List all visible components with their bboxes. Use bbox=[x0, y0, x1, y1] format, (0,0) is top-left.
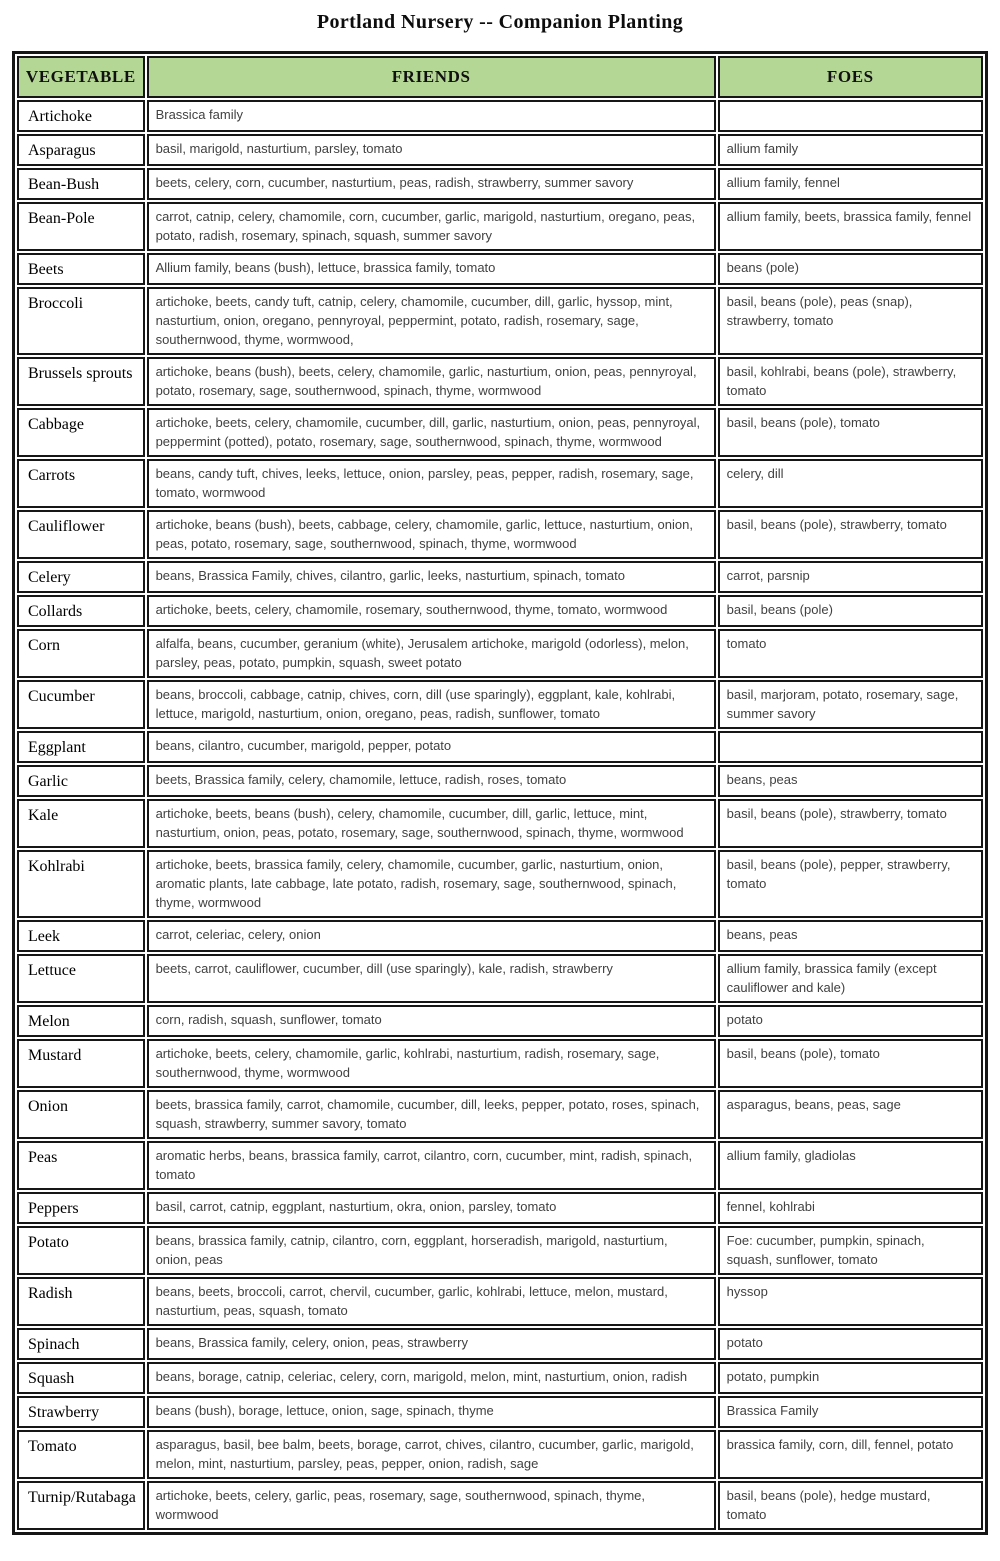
friends-list: beets, Brassica family, celery, chamomile, lettuce, radish, roses, tomato bbox=[147, 765, 716, 797]
friends-list: basil, marigold, nasturtium, parsley, tomato bbox=[147, 134, 716, 166]
foes-list: potato bbox=[718, 1005, 983, 1037]
table-row bbox=[17, 561, 983, 593]
friends-list: artichoke, beets, celery, garlic, peas, rosemary, sage, southernwood, spinach, thyme, wormwood bbox=[147, 1481, 716, 1530]
friends-list: carrot, catnip, celery, chamomile, corn, cucumber, garlic, marigold, nasturtium, oregano, peas, potato, radish, rosemary, spinach, squash, summer savory bbox=[147, 202, 716, 251]
table-row bbox=[17, 954, 983, 1003]
vegetable-name: Radish bbox=[17, 1277, 145, 1326]
foes-list: basil, beans (pole), tomato bbox=[718, 1039, 983, 1088]
table-row bbox=[17, 1328, 983, 1360]
vegetable-name: Carrots bbox=[17, 459, 145, 508]
vegetable-name: Cabbage bbox=[17, 408, 145, 457]
vegetable-name: Melon bbox=[17, 1005, 145, 1037]
foes-list: asparagus, beans, peas, sage bbox=[718, 1090, 983, 1139]
foes-list: allium family, fennel bbox=[718, 168, 983, 200]
friends-list: beans, Brassica Family, chives, cilantro, garlic, leeks, nasturtium, spinach, tomato bbox=[147, 561, 716, 593]
foes-list: beans, peas bbox=[718, 920, 983, 952]
header-foes: FOES bbox=[718, 56, 983, 98]
friends-list: corn, radish, squash, sunflower, tomato bbox=[147, 1005, 716, 1037]
vegetable-name: Potato bbox=[17, 1226, 145, 1275]
vegetable-name: Lettuce bbox=[17, 954, 145, 1003]
friends-list: artichoke, beans (bush), beets, cabbage, celery, chamomile, garlic, lettuce, nasturtium, onion, peas, potato, rosemary, sage, southernwood, spinach, thyme, wormwood bbox=[147, 510, 716, 559]
vegetable-name: Eggplant bbox=[17, 731, 145, 763]
vegetable-name: Turnip/Rutabaga bbox=[17, 1481, 145, 1530]
foes-list: brassica family, corn, dill, fennel, potato bbox=[718, 1430, 983, 1479]
vegetable-name: Kale bbox=[17, 799, 145, 848]
friends-list: beets, carrot, cauliflower, cucumber, dill (use sparingly), kale, radish, strawberry bbox=[147, 954, 716, 1003]
vegetable-name: Mustard bbox=[17, 1039, 145, 1088]
table-row bbox=[17, 168, 983, 200]
friends-list: alfalfa, beans, cucumber, geranium (white), Jerusalem artichoke, marigold (odorless), melon, parsley, peas, potato, pumpkin, squash, sweet potato bbox=[147, 629, 716, 678]
table-row bbox=[17, 357, 983, 406]
vegetable-name: Kohlrabi bbox=[17, 850, 145, 918]
vegetable-name: Onion bbox=[17, 1090, 145, 1139]
vegetable-name: Cucumber bbox=[17, 680, 145, 729]
vegetable-name: Asparagus bbox=[17, 134, 145, 166]
header-vegetable: VEGETABLE bbox=[17, 56, 145, 98]
foes-list: carrot, parsnip bbox=[718, 561, 983, 593]
companion-planting-table bbox=[12, 51, 988, 1535]
table-row bbox=[17, 1192, 983, 1224]
foes-list: allium family, gladiolas bbox=[718, 1141, 983, 1190]
table-row bbox=[17, 629, 983, 678]
table-row bbox=[17, 287, 983, 355]
foes-list: allium family bbox=[718, 134, 983, 166]
vegetable-name: Collards bbox=[17, 595, 145, 627]
table-row bbox=[17, 765, 983, 797]
vegetable-name: Broccoli bbox=[17, 287, 145, 355]
foes-list: allium family, beets, brassica family, fennel bbox=[718, 202, 983, 251]
foes-list: basil, beans (pole), strawberry, tomato bbox=[718, 510, 983, 559]
table-row bbox=[17, 850, 983, 918]
table-row bbox=[17, 1396, 983, 1428]
foes-list: allium family, brassica family (except cauliflower and kale) bbox=[718, 954, 983, 1003]
vegetable-name: Tomato bbox=[17, 1430, 145, 1479]
table-row bbox=[17, 1481, 983, 1530]
table-row bbox=[17, 799, 983, 848]
friends-list: beans, broccoli, cabbage, catnip, chives, corn, dill (use sparingly), eggplant, kale, kohlrabi, lettuce, marigold, nasturtium, onion, oregano, peas, radish, sunflower, tomato bbox=[147, 680, 716, 729]
vegetable-name: Peas bbox=[17, 1141, 145, 1190]
foes-list: potato, pumpkin bbox=[718, 1362, 983, 1394]
friends-list: aromatic herbs, beans, brassica family, carrot, cilantro, corn, cucumber, mint, radish, spinach, tomato bbox=[147, 1141, 716, 1190]
vegetable-name: Celery bbox=[17, 561, 145, 593]
friends-list: beans, Brassica family, celery, onion, peas, strawberry bbox=[147, 1328, 716, 1360]
foes-list: hyssop bbox=[718, 1277, 983, 1326]
vegetable-name: Bean-Bush bbox=[17, 168, 145, 200]
foes-list: basil, beans (pole), hedge mustard, tomato bbox=[718, 1481, 983, 1530]
friends-list: Brassica family bbox=[147, 100, 716, 132]
table-row bbox=[17, 202, 983, 251]
friends-list: artichoke, beets, celery, chamomile, rosemary, southernwood, thyme, tomato, wormwood bbox=[147, 595, 716, 627]
table-row bbox=[17, 459, 983, 508]
vegetable-name: Strawberry bbox=[17, 1396, 145, 1428]
table-row bbox=[17, 1362, 983, 1394]
vegetable-name: Beets bbox=[17, 253, 145, 285]
foes-list: celery, dill bbox=[718, 459, 983, 508]
friends-list: artichoke, beans (bush), beets, celery, chamomile, garlic, nasturtium, onion, peas, pennyroyal, potato, rosemary, sage, southernwood, spinach, thyme, wormwood bbox=[147, 357, 716, 406]
foes-list: potato bbox=[718, 1328, 983, 1360]
table-row bbox=[17, 510, 983, 559]
foes-list: basil, marjoram, potato, rosemary, sage, summer savory bbox=[718, 680, 983, 729]
foes-list bbox=[718, 731, 983, 763]
vegetable-name: Squash bbox=[17, 1362, 145, 1394]
table-row bbox=[17, 680, 983, 729]
header-friends: FRIENDS bbox=[147, 56, 716, 98]
table-row bbox=[17, 1005, 983, 1037]
foes-list: beans (pole) bbox=[718, 253, 983, 285]
foes-list: basil, beans (pole), tomato bbox=[718, 408, 983, 457]
header-row bbox=[17, 56, 983, 98]
friends-list: beets, celery, corn, cucumber, nasturtium, peas, radish, strawberry, summer savory bbox=[147, 168, 716, 200]
friends-list: artichoke, beets, brassica family, celery, chamomile, cucumber, garlic, nasturtium, onion, aromatic plants, late cabbage, late potato, radish, rosemary, sage, southernwood, spinach, thyme, wormwood bbox=[147, 850, 716, 918]
foes-list: basil, beans (pole), pepper, strawberry, tomato bbox=[718, 850, 983, 918]
friends-list: basil, carrot, catnip, eggplant, nasturtium, okra, onion, parsley, tomato bbox=[147, 1192, 716, 1224]
vegetable-name: Brussels sprouts bbox=[17, 357, 145, 406]
friends-list: beans, cilantro, cucumber, marigold, pepper, potato bbox=[147, 731, 716, 763]
table-row bbox=[17, 134, 983, 166]
table-row bbox=[17, 595, 983, 627]
friends-list: carrot, celeriac, celery, onion bbox=[147, 920, 716, 952]
foes-list: beans, peas bbox=[718, 765, 983, 797]
foes-list bbox=[718, 100, 983, 132]
friends-list: beans (bush), borage, lettuce, onion, sage, spinach, thyme bbox=[147, 1396, 716, 1428]
vegetable-name: Spinach bbox=[17, 1328, 145, 1360]
vegetable-name: Garlic bbox=[17, 765, 145, 797]
table-row bbox=[17, 100, 983, 132]
foes-list: Foe: cucumber, pumpkin, spinach, squash, sunflower, tomato bbox=[718, 1226, 983, 1275]
table-row bbox=[17, 408, 983, 457]
foes-list: basil, beans (pole), peas (snap), strawberry, tomato bbox=[718, 287, 983, 355]
foes-list: tomato bbox=[718, 629, 983, 678]
friends-list: beans, brassica family, catnip, cilantro, corn, eggplant, horseradish, marigold, nasturtium, onion, peas bbox=[147, 1226, 716, 1275]
friends-list: beans, candy tuft, chives, leeks, lettuce, onion, parsley, peas, pepper, radish, rosemary, sage, tomato, wormwood bbox=[147, 459, 716, 508]
table-row bbox=[17, 1141, 983, 1190]
friends-list: asparagus, basil, bee balm, beets, borage, carrot, chives, cilantro, cucumber, garlic, marigold, melon, mint, nasturtium, parsley, peas, pepper, onion, radish, sage bbox=[147, 1430, 716, 1479]
vegetable-name: Peppers bbox=[17, 1192, 145, 1224]
table-row bbox=[17, 1226, 983, 1275]
foes-list: fennel, kohlrabi bbox=[718, 1192, 983, 1224]
table-row bbox=[17, 920, 983, 952]
friends-list: artichoke, beets, candy tuft, catnip, celery, chamomile, cucumber, dill, garlic, hyssop, mint, nasturtium, onion, oregano, pennyroyal, peppermint, potato, radish, rosemary, sage, southernwood, thyme, wormwood, bbox=[147, 287, 716, 355]
friends-list: Allium family, beans (bush), lettuce, brassica family, tomato bbox=[147, 253, 716, 285]
friends-list: beans, beets, broccoli, carrot, chervil, cucumber, garlic, kohlrabi, lettuce, melon, mustard, nasturtium, peas, squash, tomato bbox=[147, 1277, 716, 1326]
vegetable-name: Artichoke bbox=[17, 100, 145, 132]
table-row bbox=[17, 731, 983, 763]
friends-list: beans, borage, catnip, celeriac, celery, corn, marigold, melon, mint, nasturtium, onion, radish bbox=[147, 1362, 716, 1394]
page-title: Portland Nursery -- Companion Planting bbox=[316, 11, 684, 33]
table-row bbox=[17, 1090, 983, 1139]
table-body bbox=[17, 100, 983, 1530]
friends-list: artichoke, beets, beans (bush), celery, chamomile, cucumber, dill, garlic, lettuce, mint, nasturtium, onion, peas, potato, rosemary, sage, southernwood, spinach, thyme, wormwood bbox=[147, 799, 716, 848]
vegetable-name: Cauliflower bbox=[17, 510, 145, 559]
table-row bbox=[17, 1277, 983, 1326]
table-row bbox=[17, 253, 983, 285]
foes-list: basil, kohlrabi, beans (pole), strawberry, tomato bbox=[718, 357, 983, 406]
foes-list: basil, beans (pole) bbox=[718, 595, 983, 627]
foes-list: Brassica Family bbox=[718, 1396, 983, 1428]
table-row bbox=[17, 1430, 983, 1479]
table-row bbox=[17, 1039, 983, 1088]
vegetable-name: Bean-Pole bbox=[17, 202, 145, 251]
foes-list: basil, beans (pole), strawberry, tomato bbox=[718, 799, 983, 848]
friends-list: artichoke, beets, celery, chamomile, cucumber, dill, garlic, nasturtium, onion, peas, pennyroyal, peppermint (potted), potato, rosemary, sage, southernwood, spinach, thyme, wormwood bbox=[147, 408, 716, 457]
vegetable-name: Corn bbox=[17, 629, 145, 678]
vegetable-name: Leek bbox=[17, 920, 145, 952]
friends-list: beets, brassica family, carrot, chamomile, cucumber, dill, leeks, pepper, potato, roses, spinach, squash, strawberry, summer savory, tomato bbox=[147, 1090, 716, 1139]
friends-list: artichoke, beets, celery, chamomile, garlic, kohlrabi, nasturtium, radish, rosemary, sage, southernwood, thyme, wormwood bbox=[147, 1039, 716, 1088]
